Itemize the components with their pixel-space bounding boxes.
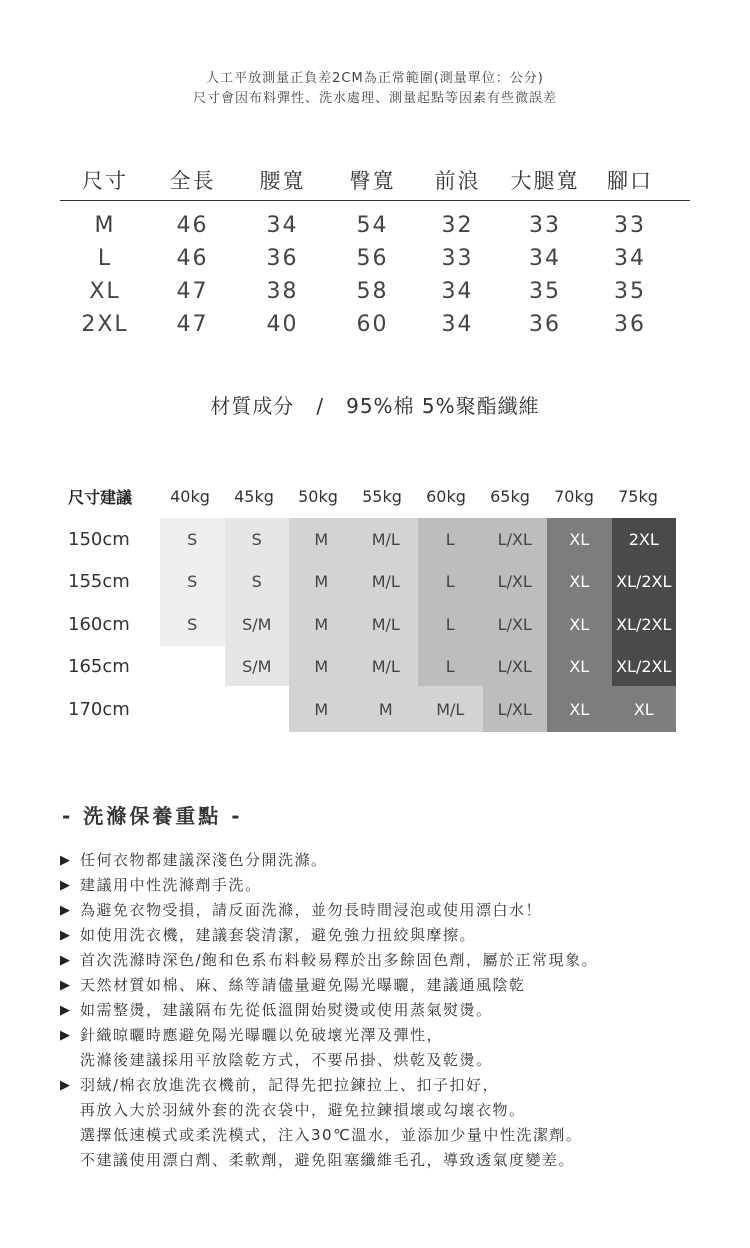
size-label: 2XL <box>81 312 129 337</box>
care-item <box>60 973 598 998</box>
care-item-text: 選擇低速模式或柔洗模式，注入30℃溫水，並添加少量中性洗潔劑。 <box>80 1126 583 1144</box>
care-item-text: 羽絨/棉衣放進洗衣機前，記得先把拉鍊拉上、扣子扣好， <box>80 1076 500 1094</box>
table-cell: 34 <box>529 246 561 271</box>
care-list <box>60 848 598 1173</box>
size-label: M <box>94 213 116 238</box>
table-cell: 35 <box>614 279 646 304</box>
recommendation-row <box>68 560 676 602</box>
care-item <box>60 898 598 923</box>
header-thigh: 大腿寬 <box>510 169 580 193</box>
recommendation-row <box>68 518 676 560</box>
material-value: 95%棉 5%聚酯纖維 <box>346 394 540 418</box>
care-item <box>60 873 598 898</box>
triangle-bullet-icon: ▶ <box>60 1028 72 1043</box>
size-suggestion-cell: S <box>225 518 290 560</box>
size-suggestion-cell: L/XL <box>483 686 548 732</box>
triangle-bullet-icon: ▶ <box>60 953 72 968</box>
size-suggestion-cell: S <box>160 518 225 560</box>
header-hip: 臀寬 <box>349 169 396 193</box>
size-suggestion-cell: L <box>418 646 483 686</box>
table-cell: 34 <box>614 246 646 271</box>
size-suggestion-cell: M/L <box>354 560 419 602</box>
size-suggestion-cell: XL <box>547 602 612 646</box>
header-rise: 前浪 <box>434 169 481 193</box>
table-cell: 40 <box>266 312 299 337</box>
size-suggestion-cell: S <box>225 560 290 602</box>
weight-label: 75kg <box>618 486 658 506</box>
size-suggestion-cell: XL <box>612 686 677 732</box>
table-cell: 36 <box>614 312 646 337</box>
table-cell: 33 <box>614 213 646 238</box>
size-suggestion-cell: L <box>418 602 483 646</box>
table-cell: 58 <box>356 279 389 304</box>
size-suggestion-cell: M/L <box>354 602 419 646</box>
triangle-bullet-icon: ▶ <box>60 1078 72 1093</box>
table-cell: 32 <box>441 213 474 238</box>
height-label: 160cm <box>68 613 130 635</box>
table-cell: 47 <box>176 312 209 337</box>
table-cell: 60 <box>356 312 389 337</box>
size-suggestion-cell: XL <box>547 560 612 602</box>
table-row <box>60 242 690 275</box>
size-suggestion-cell: M <box>289 518 354 560</box>
material-separator: / <box>316 394 325 418</box>
measurement-note: 人工平放測量正負差2CM為正常範圍(測量單位：公分) <box>206 71 544 86</box>
measurement-note-2: 尺寸會因布料彈性、洗水處理、測量起點等因素有些微誤差 <box>192 91 557 106</box>
triangle-bullet-icon: ▶ <box>60 1003 72 1018</box>
size-suggestion-cell: XL <box>547 518 612 560</box>
table-cell: 33 <box>441 246 474 271</box>
care-item-text: 再放入大於羽絨外套的洗衣袋中，避免拉鍊損壞或勾壞衣物。 <box>80 1101 526 1119</box>
height-label: 165cm <box>68 655 130 677</box>
size-label: XL <box>89 279 121 304</box>
weight-label: 65kg <box>490 486 530 506</box>
size-table <box>60 160 690 341</box>
care-item <box>60 848 598 873</box>
weight-label: 70kg <box>554 486 594 506</box>
header-hem: 腳口 <box>607 169 653 193</box>
table-cell: 34 <box>441 312 474 337</box>
care-item-text: 如需整燙，建議隔布先從低溫開始熨燙或使用蒸氣熨燙。 <box>80 1001 493 1019</box>
care-item <box>60 1073 598 1173</box>
size-suggestion-cell: M/L <box>354 518 419 560</box>
recommendation-row <box>68 602 676 646</box>
header-size: 尺寸 <box>82 169 128 193</box>
size-suggestion-cell: M <box>289 560 354 602</box>
care-item <box>60 998 598 1023</box>
size-suggestion-cell <box>160 646 225 686</box>
header-length: 全長 <box>169 169 216 193</box>
triangle-bullet-icon: ▶ <box>60 878 72 893</box>
size-suggestion-cell: M <box>354 686 419 732</box>
table-cell: 46 <box>176 213 209 238</box>
height-label: 155cm <box>68 570 130 592</box>
size-suggestion-cell: M <box>289 602 354 646</box>
care-item-text: 為避免衣物受損，請反面洗滌，並勿長時間浸泡或使用漂白水！ <box>80 901 543 919</box>
table-row <box>60 209 690 242</box>
size-recommendation-grid <box>68 478 676 732</box>
care-item-text: 天然材質如棉、麻、絲等請儘量避免陽光曝曬，建議通風陰乾 <box>80 976 526 994</box>
table-cell: 46 <box>176 246 209 271</box>
size-suggestion-cell: M/L <box>354 646 419 686</box>
header-waist: 腰寬 <box>259 169 306 193</box>
triangle-bullet-icon: ▶ <box>60 853 72 868</box>
size-suggestion-cell: XL/2XL <box>612 602 677 646</box>
size-suggestion-cell: M/L <box>418 686 483 732</box>
size-suggestion-cell: S <box>160 602 225 646</box>
care-item-text: 首次洗滌時深色/飽和色系布料較易釋於出多餘固色劑，屬於正常現象。 <box>80 951 599 969</box>
care-item <box>60 923 598 948</box>
size-suggestion-cell: M <box>289 646 354 686</box>
table-cell: 38 <box>266 279 299 304</box>
table-cell: 47 <box>176 279 209 304</box>
size-suggestion-cell: L/XL <box>483 560 548 602</box>
size-suggestion-cell: M <box>289 686 354 732</box>
table-cell: 56 <box>356 246 389 271</box>
size-suggestion-cell: L/XL <box>483 518 548 560</box>
table-cell: 34 <box>441 279 474 304</box>
weight-label: 60kg <box>426 486 466 506</box>
material-label: 材質成分 <box>210 394 295 418</box>
size-suggestion-cell: S <box>160 560 225 602</box>
table-row <box>60 275 690 308</box>
care-title: - 洗滌保養重點 - <box>62 804 243 828</box>
triangle-bullet-icon: ▶ <box>60 978 72 993</box>
size-suggestion-cell: S/M <box>225 602 290 646</box>
size-suggestion-cell: S/M <box>225 646 290 686</box>
table-cell: 35 <box>529 279 561 304</box>
size-suggestion-cell: L/XL <box>483 646 548 686</box>
recommendation-row <box>68 686 676 732</box>
size-suggestion-cell: 2XL <box>612 518 677 560</box>
recommendation-corner-label: 尺寸建議 <box>68 487 133 507</box>
care-item-text: 建議用中性洗滌劑手洗。 <box>80 876 262 894</box>
height-label: 150cm <box>68 528 130 550</box>
size-suggestion-cell: XL <box>547 686 612 732</box>
recommendation-row <box>68 646 676 686</box>
table-cell: 34 <box>266 213 299 238</box>
weight-label: 40kg <box>170 486 210 506</box>
height-label: 170cm <box>68 698 130 720</box>
size-suggestion-cell: L <box>418 518 483 560</box>
care-item-text: 洗滌後建議採用平放陰乾方式，不要吊掛、烘乾及乾燙。 <box>80 1051 493 1069</box>
triangle-bullet-icon: ▶ <box>60 903 72 918</box>
size-suggestion-cell <box>160 686 225 732</box>
material-composition <box>0 390 750 419</box>
care-item <box>60 948 598 973</box>
care-item-text: 如使用洗衣機，建議套袋清潔，避免強力扭絞與摩擦。 <box>80 926 477 944</box>
size-suggestion-cell: L <box>418 560 483 602</box>
weight-label: 45kg <box>234 486 274 506</box>
care-item-text: 針織晾曬時應避免陽光曝曬以免破壞光澤及彈性， <box>80 1026 444 1044</box>
recommendation-rows <box>68 518 676 732</box>
table-row <box>60 308 690 341</box>
size-suggestion-cell: XL <box>547 646 612 686</box>
table-cell: 36 <box>529 312 561 337</box>
care-item-text: 不建議使用漂白劑、柔軟劑，避免阻塞纖維毛孔，導致透氣度變差。 <box>80 1151 576 1169</box>
size-suggestion-cell <box>225 686 290 732</box>
weight-label: 55kg <box>362 486 402 506</box>
care-item <box>60 1023 598 1073</box>
size-table-header <box>60 160 690 201</box>
table-cell: 36 <box>266 246 299 271</box>
triangle-bullet-icon: ▶ <box>60 928 72 943</box>
size-suggestion-cell: XL/2XL <box>612 560 677 602</box>
table-cell: 33 <box>529 213 561 238</box>
recommendation-header <box>68 478 676 514</box>
care-item-text: 任何衣物都建議深淺色分開洗滌。 <box>80 851 328 869</box>
size-label: L <box>97 246 113 271</box>
table-cell: 54 <box>356 213 389 238</box>
size-suggestion-cell: L/XL <box>483 602 548 646</box>
weight-label: 50kg <box>298 486 338 506</box>
size-suggestion-cell: XL/2XL <box>612 646 677 686</box>
